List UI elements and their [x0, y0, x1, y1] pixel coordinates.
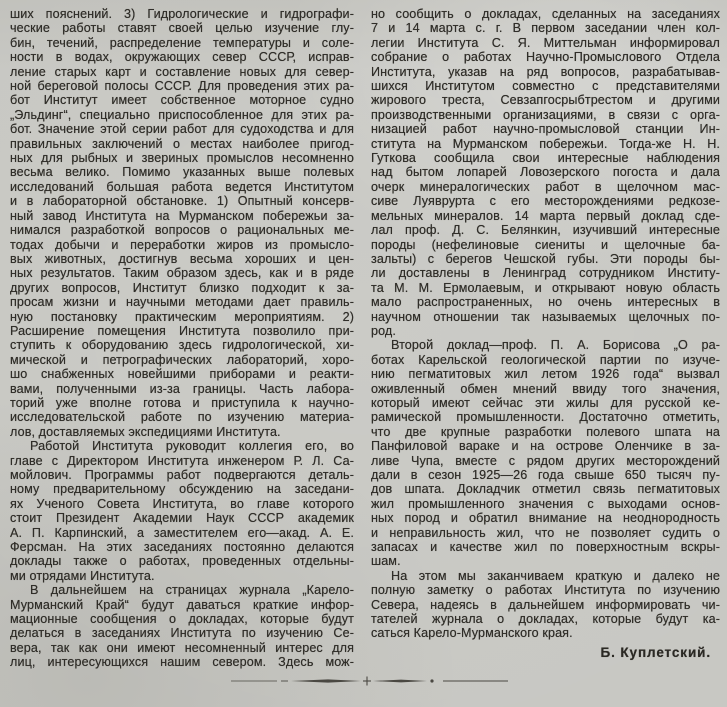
text-line: А. П. Карпинский, а заместителем его—акад. А. Е. — [10, 525, 354, 540]
author-signature: Б. Куплетский. — [600, 645, 711, 660]
text-line: Панфиловой вараке и на острове Оленчике в за- — [371, 439, 720, 454]
text-line: делаться в заседаниях Института по изучению Се- — [10, 626, 354, 641]
text-line: Второй доклад—проф. П. А. Борисова „О ра- — [391, 338, 720, 353]
text-line: та М. М. Ермолаевым, и открывают новую область — [371, 280, 720, 295]
text-line: оживленный обмен мнений ввиду того значения, — [371, 381, 720, 396]
text-line: ших пояснений. 3) Гидрологические и гидрографи- — [10, 7, 354, 21]
text-line: торий уже вполне готова и приступила к научно- — [10, 395, 354, 410]
text-line: просам жизни и научными методами дает правиль- — [10, 295, 354, 310]
text-line: ную постановку практическим мероприятиям. 2) — [10, 309, 354, 324]
text-line: сиве Луяврурта с его месторождениями редкозе- — [371, 194, 720, 209]
text-line: жирового треста, Севзапгосрыбтрестом и другими — [371, 93, 720, 108]
text-line: рамической промышленности. Достаточно отметить, — [371, 410, 720, 425]
text-line: ных результатов. Таким образом здесь, как и в ряде — [10, 266, 354, 281]
text-line: стоит Президент Академии Наук СССР академик — [10, 511, 354, 526]
text-line: ливе Чупа, вместе с рядом других месторождений — [371, 453, 720, 468]
text-line: бот. Значение этой серии работ для судоходства и для — [10, 122, 354, 137]
text-line: ступить к оборудованию здесь гидрологической, хи- — [10, 338, 354, 353]
text-line: исследовательской работе по изучению материа- — [10, 410, 354, 425]
left-column — [10, 7, 354, 670]
text-line: В дальнейшем на страницах журнала „Карело- — [30, 583, 354, 598]
text-line: ной береговой полосы СССР. Для проведения этих ра- — [10, 79, 354, 94]
text-line: дов шпата. Докладчик отметил связь пегматитовых — [371, 482, 720, 497]
text-line: род. — [371, 323, 396, 338]
text-line: нию пегматитовых жил летом 1926 года“ вызвал — [371, 367, 720, 382]
text-line: производственными организациями, в связи с орга- — [371, 107, 720, 122]
text-line: дали в сезон 1925—26 года свыше 650 тысяч пу- — [371, 468, 720, 482]
text-line: жил промышленного значения с выходами основ- — [371, 496, 720, 511]
divider-ornament-icon — [231, 675, 511, 687]
text-line: зальты) с берегов Чешской губы. Эти породы бы- — [371, 251, 720, 266]
text-line: легии Института С. Я. Миттельман информировал — [371, 35, 720, 50]
text-line: ному предварительному обсуждению на заседани- — [10, 482, 354, 497]
text-line: лов, доставляемых экспедициями Института. — [10, 424, 281, 439]
text-line: 7 и 14 марта с. г. В первом заседании член кол- — [371, 21, 720, 36]
text-line: других вопросов, Институт близко подходит к за- — [10, 280, 354, 295]
text-line: ных пород и обратил внимание на неоднородность — [371, 511, 720, 526]
text-line: вых животных, достигнув весьма хороших и цен- — [10, 251, 354, 266]
text-line: Ферсман. На этих заседаниях постоянно делаются — [10, 540, 354, 555]
text-line: что две крупные разработки полевого шпата на — [371, 424, 720, 439]
text-line: ности в водах, окружающих север СССР, исправ- — [10, 50, 354, 65]
text-line: весьма велико. Помимо указанных выше полевых — [10, 165, 354, 180]
text-line: ботах Карельской геологической партии по изуче- — [371, 352, 720, 367]
text-line: шам. — [371, 554, 401, 569]
text-line: Мурманский Край“ будут даваться краткие инфор- — [10, 597, 354, 612]
text-line: лиц, интересующихся нашим севером. Здесь мож- — [10, 655, 354, 670]
text-line: ми отрядами Института. — [10, 568, 155, 583]
text-line: вами, полученными из-за границы. Часть лабора- — [10, 381, 354, 396]
text-line: саться Карело-Мурманского края. — [371, 626, 573, 641]
text-line: но сообщить о докладах, сделанных на заседаниях — [371, 7, 720, 21]
text-line: вера, так как они имеют несомненный интерес для — [10, 640, 354, 655]
text-line: полную заметку о работах Института по изучению — [371, 583, 720, 598]
text-line: лал проф. Д. С. Белянкин, изучивший интересные — [371, 223, 720, 238]
text-line: ческие работы ставят своей целью изучение глу- — [10, 21, 354, 36]
text-line: нимался разработкой вопросов о рациональных ме- — [10, 223, 354, 238]
text-line: На этом мы заканчиваем краткую и далеко не — [391, 568, 720, 583]
text-line: мической и петрографических лабораторий, хоро- — [10, 352, 354, 367]
text-line: шихся Институтом совместно с представителями — [371, 79, 720, 94]
text-line: тодах добычи и переработки жиров из промысло- — [10, 237, 354, 252]
text-line: доклады также о работах, проведенных отдельны- — [10, 554, 354, 569]
text-line: „Эльдинг“, специально приспособленное для этих ра- — [10, 107, 354, 122]
text-line: мало распространенных, но очень интересных в — [371, 295, 720, 310]
text-line: мационные сообщения о докладах, которые будут — [10, 612, 354, 627]
text-line: тателей журнала о докладах, которые будут ка- — [371, 612, 720, 627]
text-line: Севера, надеясь в дальнейшем информировать чи- — [371, 597, 720, 612]
text-line: ли доставлены в Ленинград сотрудником Институ- — [371, 266, 720, 281]
text-line: над бытом лопарей Ловозерского погоста и дала — [371, 165, 720, 180]
text-line: шо снабженных новейшими приборами и реакти- — [10, 367, 354, 382]
text-line: который имеют сейчас эти жилы для русской ке- — [371, 395, 720, 410]
text-line: Гуткова сообщила свои интересные наблюдения — [371, 151, 720, 166]
text-line: главе с Директором Института инженером Р. Л. Са- — [10, 453, 354, 468]
text-line: научном отношении так называемых щелочных по- — [371, 309, 720, 324]
text-line: бин, течений, распределение температуры и соле- — [10, 35, 354, 50]
text-line: Работой Института руководит коллегия его, во — [30, 439, 354, 454]
text-line: низацией работ научно-промысловой станции Ин- — [371, 122, 720, 137]
text-line: мойлович. Программы работ подвергаются деталь- — [10, 468, 354, 482]
text-line: запасах и качестве жил по поверхностным вскры- — [371, 540, 720, 555]
text-line: и неправильность жил, что не позволяет судить о — [371, 525, 720, 540]
text-line: Института, указав на ряд вопросов, разрабатывав- — [371, 64, 720, 79]
text-line: правильных заключений о местах наиболее пригод- — [10, 136, 354, 151]
text-line: ститута на Мурманском побережьи. Тогда-же Н. Н. — [371, 136, 720, 151]
right-column — [371, 7, 720, 641]
text-line: и в лабораторной обстановке. 1) Опытный консерв- — [10, 194, 354, 209]
text-line: Расширение помещения Института позволило при- — [10, 323, 354, 338]
text-line: ных для рыбных и звериных промыслов несомненно — [10, 151, 354, 166]
text-line: породы (нефелиновые сиениты и щелочные ба- — [371, 237, 720, 252]
text-line: ях Ученого Совета Института, во главе которого — [10, 496, 354, 511]
text-line: мельных минералов. 14 марта первый доклад сде- — [371, 208, 720, 223]
text-line: бот Институт имеет собственное моторное судно — [10, 93, 354, 108]
text-line: ный завод Института на Мурманском побережьи за- — [10, 208, 354, 223]
text-line: очерк минералогических работ в щелочном мас- — [371, 179, 720, 194]
text-line: ление старых карт и составление новых для север- — [10, 64, 354, 79]
text-line: исследований большая работа ведется Институтом — [10, 179, 354, 194]
text-line: собрание о работах Научно-Промыслового Отдела — [371, 50, 720, 65]
